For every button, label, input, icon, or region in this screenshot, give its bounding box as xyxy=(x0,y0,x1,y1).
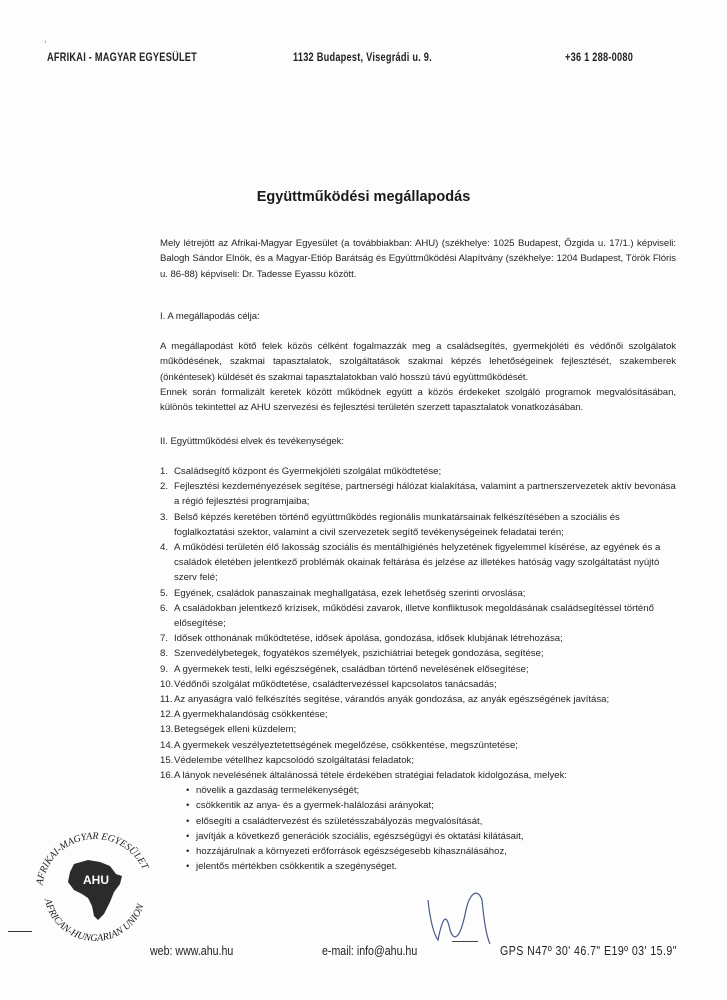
seal-bottom-text: AFRICAN-HUNGARIAN UNION xyxy=(41,897,147,945)
list-item: 9. A gyermekek testi, lelki egészségének, családban történő nevelésének elősegítése; xyxy=(160,663,529,675)
bullet-item: • jelentős mértékben csökkentik a szegénységet. xyxy=(186,859,676,874)
seal-center-text: AHU xyxy=(83,873,109,887)
list-item: 15. Védelembe vétellhez kapcsolódó szolgáltatási feladatok; xyxy=(160,754,414,766)
list-item: 1. Családsegítő központ és Gyermekjóléti szolgálat működtetése; xyxy=(160,466,442,477)
bullet-item: • hozzájárulnak a környezeti erőforrások egészségesebb kihasználásához, xyxy=(186,844,676,859)
footer-web: web: www.ahu.hu xyxy=(150,944,234,958)
intro-paragraph: Mely létrejött az Afrikai-Magyar Egyesület (a továbbiakban: AHU) (székhelye: 1025 Budapest, Őzgida u. 17/1.) képviseli: Balogh Sándor Elnök, és a Magyar-Etióp Barátság és Együttműködési Alapítvány (székhelye: 1204 Budapest, Török Flóris u. 86-88) képviseli: Dr. Tadesse Eyassu között. xyxy=(160,238,676,280)
africa-map-icon xyxy=(68,860,122,920)
handwritten-signature xyxy=(420,880,510,950)
section1-paragraph-2: Ennek során formalizált keretek között működnek együtt a közös érdekeket szolgáló programok megvalósításában, különös tekintettel az AHU szervezési és fejlesztési területén szerzett tapasztalatok vonatkozásában. xyxy=(160,387,676,414)
list-item: 6. A családokban jelentkező krízisek, működési zavarok, illetve konfliktusok megoldásának családsegítéssel történő elősegítése; xyxy=(160,602,654,630)
bullet-item: • javítják a következő generációk szociális, egészségügyi és oktatási kilátásait, xyxy=(186,829,676,844)
letterhead-org: AFRIKAI - MAGYAR EGYESÜLET xyxy=(47,52,198,64)
activity-list xyxy=(160,464,676,874)
footer-email: e-mail: info@ahu.hu xyxy=(322,944,418,958)
letterhead-phone: +36 1 288-0080 xyxy=(565,52,634,64)
list-item: 12. A gyermekhalandóság csökkentése; xyxy=(160,709,328,721)
footer-rule-right xyxy=(452,941,478,942)
letterhead-address: 1132 Budapest, Visegrádi u. 9. xyxy=(293,52,432,64)
document-title: Együttműködési megállapodás xyxy=(256,189,471,205)
letterhead xyxy=(0,52,727,68)
list-item: 5. Egyének, családok panaszainak meghallgatása, ezek lehetőség szerinti orvoslása; xyxy=(160,587,526,599)
list-item: 3. Belső képzés keretében történő együttműködés regionális munkatársainak felkészítésében a szociális és foglalkoztatási szektor, valamint a civil szervezetek segítő tevékenységeinek feladatai terén; xyxy=(160,511,620,538)
list-item: 4. A működési területén élő lakosság szociális és mentálhigiénés helyzetének figyelemmel kísérése, az egyének és a családok életében jelentkező problémák okainak feltárása és jelzése az illetékes hatóság vagy szolgáltatást nyújtó szerv felé; xyxy=(160,542,661,584)
bullet-list xyxy=(160,783,676,874)
footer-rule-left xyxy=(8,931,32,932)
corner-mark: ' xyxy=(44,40,47,50)
list-item: 2. Fejlesztési kezdeményezések segítése, partnerségi hálózat kialakítása, valamint a partnerszervezetek aktív bevonása a régió fejlesztési programjaiba; xyxy=(160,481,676,508)
section2-heading: II. Együttműködési elvek és tevékenységek: xyxy=(160,436,345,447)
footer-gps: GPS N47º 30' 46.7" E19º 03' 15.9" xyxy=(500,944,677,958)
section1-heading: I. A megállapodás célja: xyxy=(160,311,260,322)
list-item: 7. Idősek otthonának működtetése, idősek ápolása, gondozása, idősek klubjának létrehozása; xyxy=(160,633,563,645)
seal-top-text: AFRIKAI-MAGYAR EGYESÜLET xyxy=(34,830,151,886)
list-item: 10. Védőnői szolgálat működtetése, családtervezéssel kapcsolatos tanácsadás; xyxy=(160,678,497,690)
bullet-item: • elősegíti a családtervezést és születésszabályozás megvalósítását, xyxy=(186,814,676,829)
list-item: 11. Az anyaságra való felkészítés segítése, várandós anyák gondozása, az anyák egészségének javítása; xyxy=(160,694,610,706)
list-item: 8. Szenvedélybetegek, fogyatékos személyek, pszichiátriai betegek gondozása, segítése; xyxy=(160,648,544,660)
list-item: 13. Betegségek elleni küzdelem; xyxy=(160,724,297,736)
list-item: 16. A lányok nevelésének általánossá tétele érdekében stratégiai feladatok kidolgozása, melyek: xyxy=(160,770,568,782)
organization-seal-logo xyxy=(30,820,160,950)
bullet-item: • csökkentik az anya- és a gyermek-halálozási arányokat; xyxy=(186,798,676,813)
section1-paragraph-1: A megállapodást kötő felek közös célként fogalmazzák meg a családsegítés, gyermekjóléti és védőnői szolgálatok működésének, szakmai tapasztalatok, szolgáltatások szakmai képzés lehetőségeinek fejlesztését, szakemberek (önkéntesek) küldését és szakmai tapasztalatokban való hosszú távú együttműködését. xyxy=(160,341,676,383)
bullet-item: • növelik a gazdaság termelékenységét; xyxy=(186,783,676,798)
list-item: 14. A gyermekek veszélyeztetettségének megelőzése, csökkentése, megszüntetése; xyxy=(160,739,518,751)
